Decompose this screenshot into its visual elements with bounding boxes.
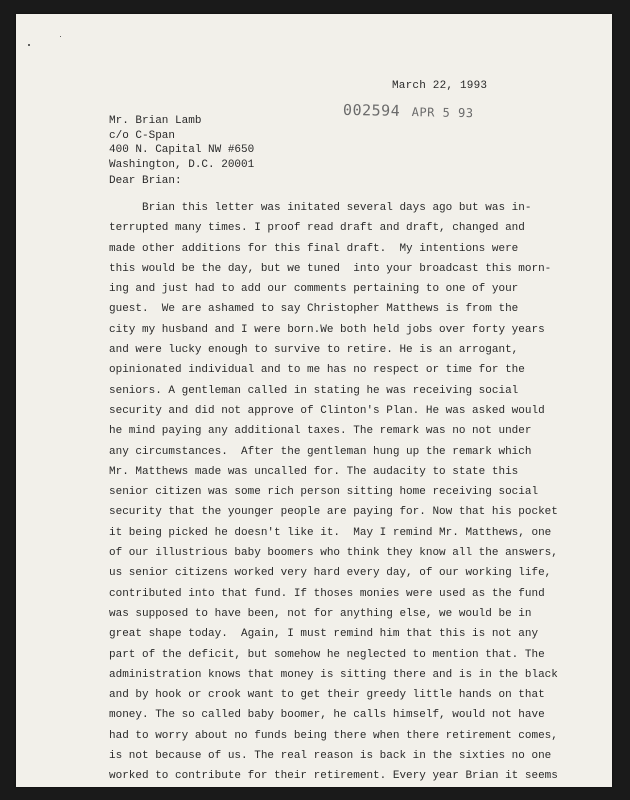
recipient-name: Mr. Brian Lamb (109, 115, 202, 127)
body-line: had to worry about no funds being there when there retirement comes, (109, 729, 558, 742)
body-line: any circumstances. After the gentleman hung up the remark which (109, 445, 532, 458)
paper-speck (28, 44, 30, 46)
body-line: terrupted many times. I proof read draft and draft, changed and (109, 222, 525, 235)
body-line: security that the younger people are paying for. Now that his pocket (109, 506, 558, 519)
salutation: Dear Brian: (109, 175, 182, 187)
body-line: this would be the day, but we tuned into your broadcast this morn- (109, 262, 552, 275)
stamp-received-date: APR 5 93 (411, 105, 474, 121)
paper-speck (60, 36, 61, 37)
letter-page (16, 14, 612, 787)
body-line: guest. We are ashamed to say Christopher Matthews is from the (109, 303, 519, 316)
body-line: made other additions for this final draft. My intentions were (109, 242, 519, 255)
body-line: of our illustrious baby boomers who think they know all the answers, (109, 547, 558, 560)
body-line: Mr. Matthews made was uncalled for. The audacity to state this (109, 465, 519, 478)
body-line: money. The so called baby boomer, he calls himself, would not have (109, 709, 545, 722)
received-stamp (343, 101, 474, 121)
body-line: ing and just had to add our comments pertaining to one of your (109, 283, 519, 296)
body-line: part of the deficit, but somehow he neglected to mention that. The (109, 648, 545, 661)
body-line: was supposed to have been, not for anything else, we would be in (109, 607, 532, 620)
body-line: senior citizen was some rich person sitting home receiving social (109, 486, 539, 499)
recipient-street: 400 N. Capital NW #650 (109, 144, 255, 156)
body-line: and were lucky enough to survive to retire. He is an arrogant, (109, 344, 519, 357)
body-line: opinionated individual and to me has no respect or time for the (109, 364, 525, 377)
body-line: he mind paying any additional taxes. The remark was no not under (109, 425, 532, 438)
recipient-city: Washington, D.C. 20001 (109, 158, 255, 171)
body-line: contributed into that fund. If thoses monies were used as the fund (109, 587, 545, 600)
body-line: Brian this letter was initated several days ago but was in- (109, 202, 532, 214)
body-line: seniors. A gentleman called in stating he was receiving social (109, 384, 519, 397)
body-line: it being picked he doesn't like it. May I remind Mr. Matthews, one (109, 526, 552, 539)
recipient-address (109, 114, 254, 172)
body-line: worked to contribute for their retirement. Every year Brian it seems (109, 770, 558, 783)
letter-body (109, 198, 558, 787)
body-line: security and did not approve of Clinton's Plan. He was asked would (109, 404, 545, 417)
letter-date: March 22, 1993 (392, 80, 488, 92)
body-line: is not because of us. The real reason is back in the sixties no one (109, 750, 552, 763)
body-line: and by hook or crook want to get their greedy little hands on that (109, 689, 545, 702)
stamp-number: 002594 (342, 100, 401, 120)
body-line: us senior citizens worked very hard every day, of our working life, (109, 567, 552, 580)
recipient-organization: c/o C-Span (109, 129, 176, 142)
body-line: city my husband and I were born.We both held jobs over forty years (109, 323, 545, 336)
body-line: administration knows that money is sitting there and is in the black (109, 668, 558, 681)
body-line: great shape today. Again, I must remind him that this is not any (109, 628, 539, 641)
